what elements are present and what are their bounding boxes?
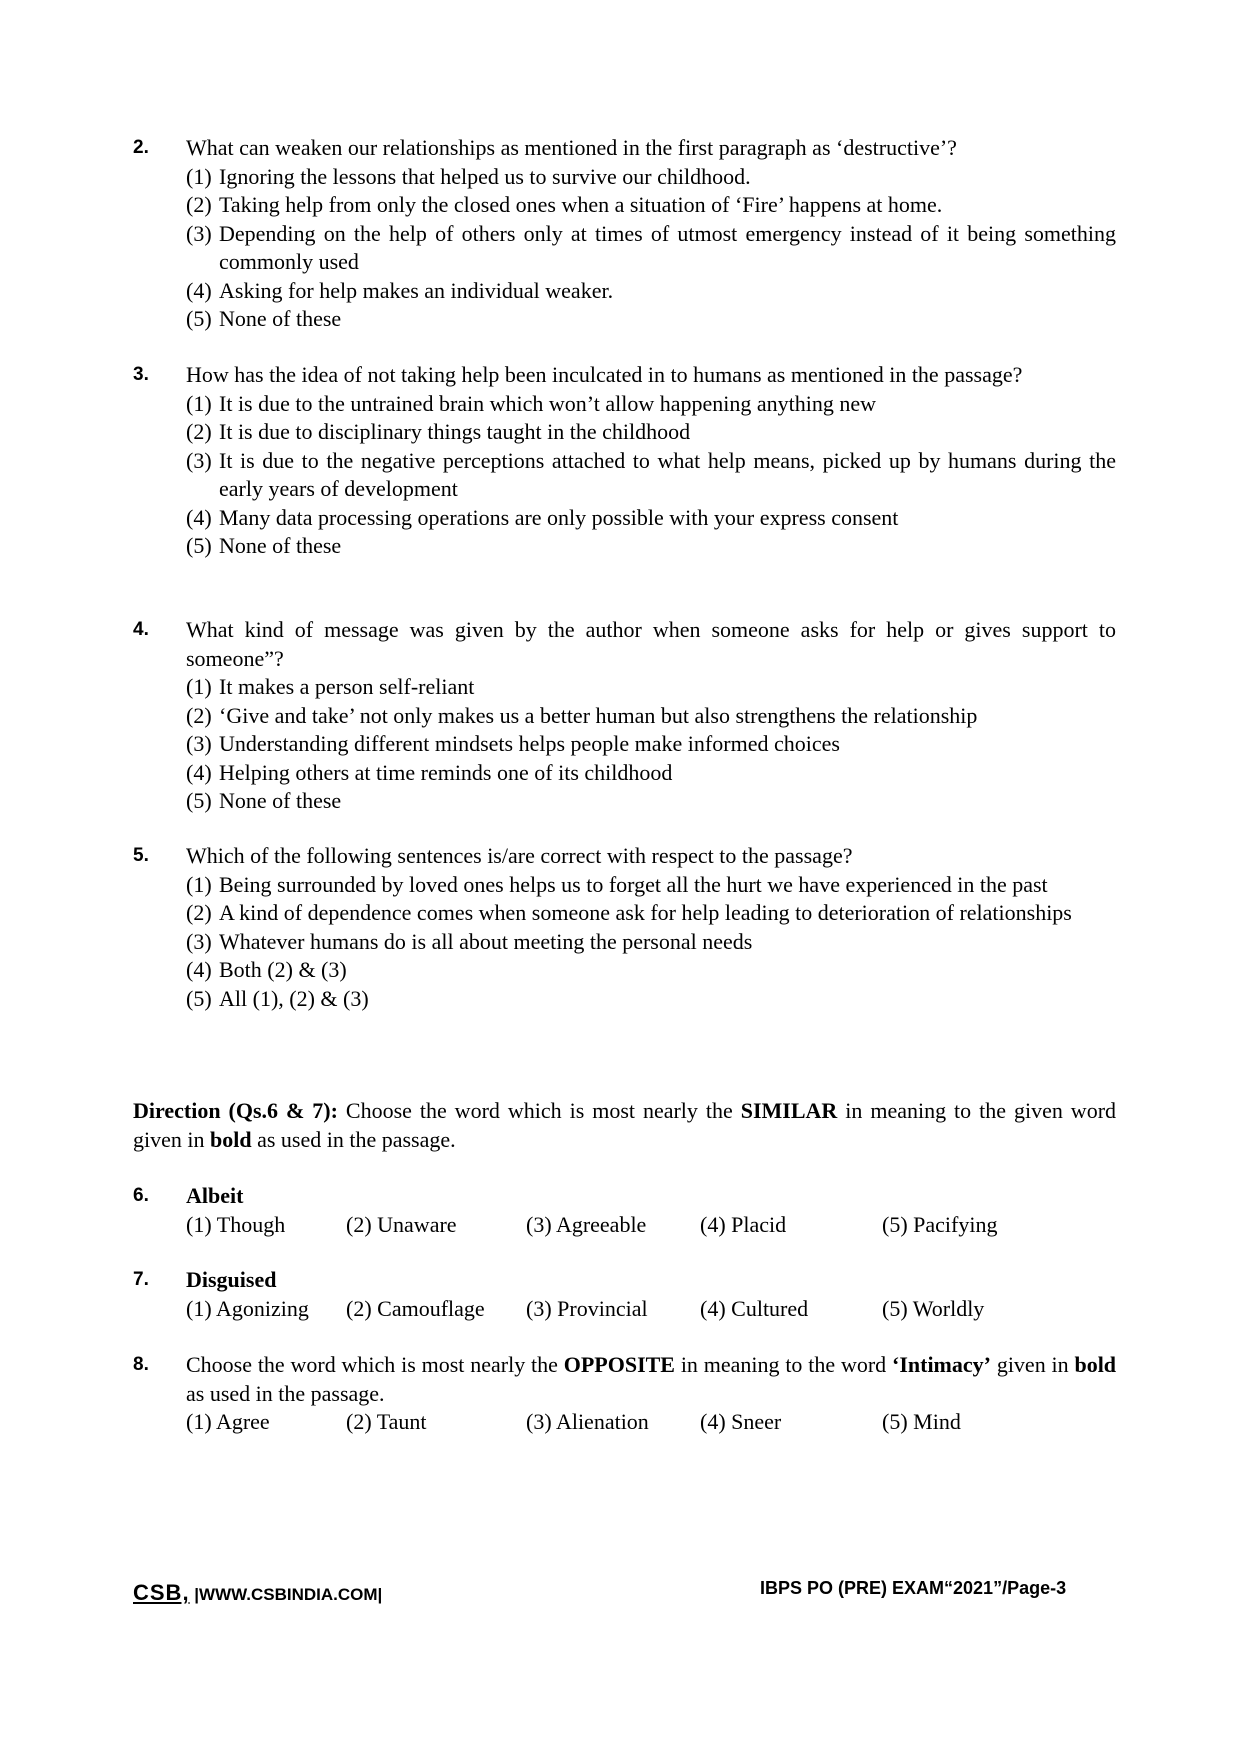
option: (1) Though [186, 1211, 286, 1237]
question-number: 5. [133, 845, 149, 866]
question-text: Which of the following sentences is/are correct with respect to the passage? [186, 843, 853, 868]
footer-exam-page: IBPS PO (PRE) EXAM“2021”/Page-3 [760, 1578, 1067, 1598]
option: (3) Depending on the help of others only at times of utmost emergency instead of it being something commonly used [186, 220, 1116, 274]
option: (3) Understanding different mindsets helps people make informed choices [186, 731, 840, 756]
question-number: 4. [133, 619, 149, 640]
question-2 [133, 134, 1116, 334]
question-number: 3. [133, 364, 149, 385]
option: (2) Unaware [346, 1211, 457, 1237]
question-text: How has the idea of not taking help been inculcated in to humans as mentioned in the passage? [186, 362, 1023, 387]
option: (1) It is due to the untrained brain which won’t allow happening anything new [186, 390, 877, 416]
option: (5) None of these [186, 306, 342, 331]
option: (1) Agonizing [186, 1295, 309, 1321]
option: (5) Mind [882, 1409, 961, 1434]
direction-text: Direction (Qs.6 & 7): Choose the word which is most nearly the SIMILAR in meaning to the given word given in bold as used in the passage. [133, 1098, 1117, 1152]
option: (5) Worldly [882, 1295, 985, 1321]
option: (5) Pacifying [882, 1211, 998, 1237]
option: (4) Cultured [700, 1295, 809, 1321]
question-6 [133, 1182, 1116, 1239]
option: (1) Agree [186, 1409, 270, 1434]
option: (2) Taking help from only the closed ones when a situation of ‘Fire’ happens at home. [186, 192, 943, 217]
question-5 [133, 842, 1116, 1013]
question-number: 6. [133, 1185, 149, 1206]
question-word: Disguised [186, 1267, 277, 1292]
option-row [186, 1408, 1116, 1437]
option: (2) Taunt [346, 1409, 427, 1434]
option: (4) Many data processing operations are only possible with your express consent [186, 504, 899, 530]
option: (1) Ignoring the lessons that helped us to survive our childhood. [186, 163, 751, 189]
option: (4) Asking for help makes an individual weaker. [186, 277, 614, 303]
option: (5) All (1), (2) & (3) [186, 985, 369, 1011]
question-number: 7. [133, 1269, 149, 1290]
keyword-opposite: OPPOSITE [563, 1352, 675, 1377]
question-8 [133, 1351, 1116, 1437]
question-text: Choose the word which is most nearly the OPPOSITE in meaning to the word ‘Intimacy’ given in bold as used in the passage. [186, 1352, 1117, 1406]
option: (5) None of these [186, 533, 342, 558]
option: (3) Alienation [526, 1409, 649, 1434]
option: (2) Camouflage [346, 1295, 485, 1321]
question-text: What can weaken our relationships as mentioned in the first paragraph as ‘destructive’? [186, 135, 957, 160]
footer-brand [133, 1580, 382, 1606]
website-link[interactable]: |WWW.CSBINDIA.COM| [194, 1585, 383, 1604]
question-number: 8. [133, 1354, 149, 1375]
option: (2) ‘Give and take’ not only makes us a better human but also strengthens the relationship [186, 702, 978, 728]
option: (3) It is due to the negative perceptions attached to what help means, picked up by humans during the early years of development [186, 447, 1116, 501]
question-word: Albeit [186, 1183, 244, 1208]
option: (1) It makes a person self-reliant [186, 674, 475, 699]
question-4 [133, 616, 1116, 816]
direction-label: Direction (Qs.6 & 7): [133, 1098, 338, 1123]
option-row [186, 1295, 1116, 1324]
option: (2) It is due to disciplinary things taught in the childhood [186, 419, 691, 444]
option-row [186, 1211, 1116, 1240]
option: (1) Being surrounded by loved ones helps us to forget all the hurt we have experienced in the past [186, 871, 1048, 897]
option: (3) Agreeable [526, 1211, 647, 1237]
option: (3) Whatever humans do is all about meeting the personal needs [186, 928, 753, 954]
option: (4) Sneer [700, 1409, 782, 1434]
question-text: What kind of message was given by the author when someone asks for help or gives support to someone”? [186, 617, 1116, 671]
option: (4) Placid [700, 1211, 787, 1237]
question-word: ‘Intimacy’ [892, 1352, 991, 1377]
option: (4) Helping others at time reminds one of its childhood [186, 759, 673, 785]
option: (2) A kind of dependence comes when someone ask for help leading to deterioration of relationships [186, 900, 1072, 925]
question-3 [133, 361, 1116, 561]
option: (3) Provincial [526, 1295, 648, 1321]
keyword-similar: SIMILAR [740, 1098, 838, 1123]
option: (5) None of these [186, 788, 342, 813]
option: (4) Both (2) & (3) [186, 957, 347, 982]
question-number: 2. [133, 137, 149, 158]
brand-name: CSB, [133, 1580, 190, 1605]
question-7 [133, 1266, 1116, 1323]
